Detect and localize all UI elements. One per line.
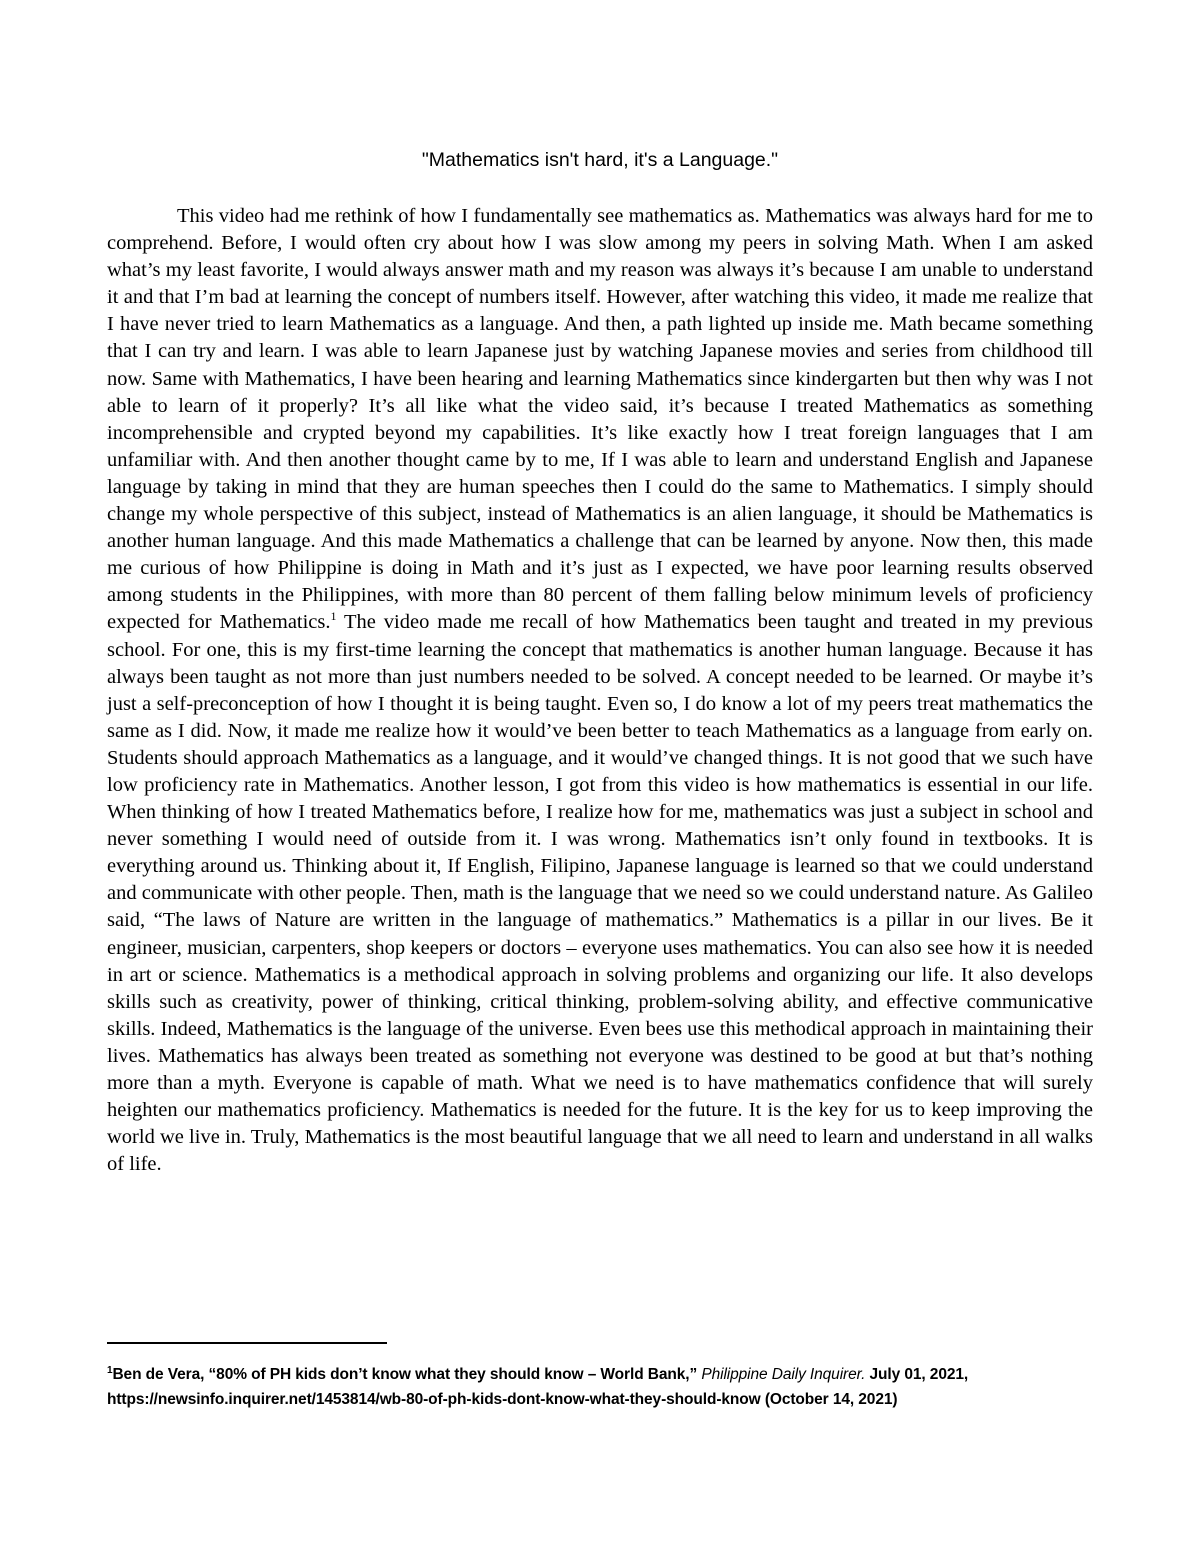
- footnote-reference: 1: [330, 609, 337, 624]
- footnote-separator: [107, 1342, 387, 1344]
- essay-paragraph-part1: This video had me rethink of how I fundamentally see mathematics as. Mathematics was always hard for me to comprehend. Before, I would often cry about how I was slow among my peers in solving Math. When I am asked what’s my least favorite, I would always answer math and my reason was always it’s because I am unable to understand it and that I’m bad at learning the concept of numbers itself. However, after watching this video, it made me realize that I have never tried to learn Mathematics as a language. And then, a path lighted up inside me. Math became something that I can try and learn. I was able to learn Japanese just by watching Japanese movies and series from childhood till now. Same with Mathematics, I have been hearing and learning Mathematics since kindergarten but then why was I not able to learn of it properly? It’s all like what the video said, it’s because I treated Mathematics as something incomprehensible and crypted beyond my capabilities. It’s like exactly how I treat foreign languages that I am unfamiliar with. And then another thought came by to me, If I was able to learn and understand English and Japanese language by taking in mind that they are human speeches then I could do the same to Mathematics. I simply should change my whole perspective of this subject, instead of Mathematics is an alien language, it should be Mathematics is another human language. And this made Mathematics a challenge that can be learned by anyone. Now then, this made me curious of how Philippine is doing in Math and it’s just as I expected, we have poor learning results observed among students in the Philippines, with more than 80 percent of them falling below minimum levels of proficiency expected for Mathematics.: [107, 205, 1093, 634]
- essay-paragraph-part2: The video made me recall of how Mathematics been taught and treated in my previous school. For one, this is my first-time learning the concept that mathematics is another human language. Because it has always been taught as not more than just numbers needed to be solved. A concept needed to be learned. Or maybe it’s just a self-preconception of how I thought it is being taught. Even so, I do know a lot of my peers treat mathematics the same as I did. Now, it made me realize how it would’ve been better to teach Mathematics as a language from early on. Students should approach Mathematics as a language, and it would’ve changed things. It is not good that we such have low proficiency rate in Mathematics. Another lesson, I got from this video is how mathematics is essential in our life. When thinking of how I treated Mathematics before, I realize how for me, mathematics was just a subject in school and never something I would need of outside from it. I was wrong. Mathematics isn’t only found in textbooks. It is everything around us. Thinking about it, If English, Filipino, Japanese language is learned so that we could understand and communicate with other people. Then, math is the language that we need so we could understand nature. As Galileo said, “The laws of Nature are written in the language of mathematics.” Mathematics is a pillar in our lives. Be it engineer, musician, carpenters, shop keepers or doctors – everyone uses mathematics. You can also see how it is needed in art or science. Mathematics is a methodical approach in solving problems and organizing our life. It also develops skills such as creativity, power of thinking, critical thinking, problem-solving ability, and effective communicative skills. Indeed, Mathematics is the language of the universe. Even bees use this methodical approach in maintaining their lives. Mathematics has always been treated as something not everyone was destined to be good at but that’s nothing more than a myth. Everyone is capable of math. What we need is to have mathematics confidence that will surely heighten our mathematics proficiency. Mathematics is needed for the future. It is the key for us to keep improving the world we live in. Truly, Mathematics is the most beautiful language that we all need to learn and understand in all walks of life.: [107, 611, 1093, 1176]
- document-title: "Mathematics isn't hard, it's a Language.": [421, 149, 779, 171]
- footnote-citation-start: Ben de Vera, “80% of PH kids don’t know what they should know – World Bank,”: [112, 1366, 702, 1383]
- footnote-number: 1: [107, 1364, 113, 1376]
- footnote: [107, 1362, 1093, 1412]
- footnote-citation-end: July 01, 2021, https://newsinfo.inquirer.net/1453814/wb-80-of-ph-kids-dont-know-what-they-should-know (October 14, 2021): [107, 1366, 969, 1408]
- essay-paragraph: [107, 203, 1093, 1178]
- footnote-publication: Philippine Daily Inquirer.: [701, 1366, 866, 1383]
